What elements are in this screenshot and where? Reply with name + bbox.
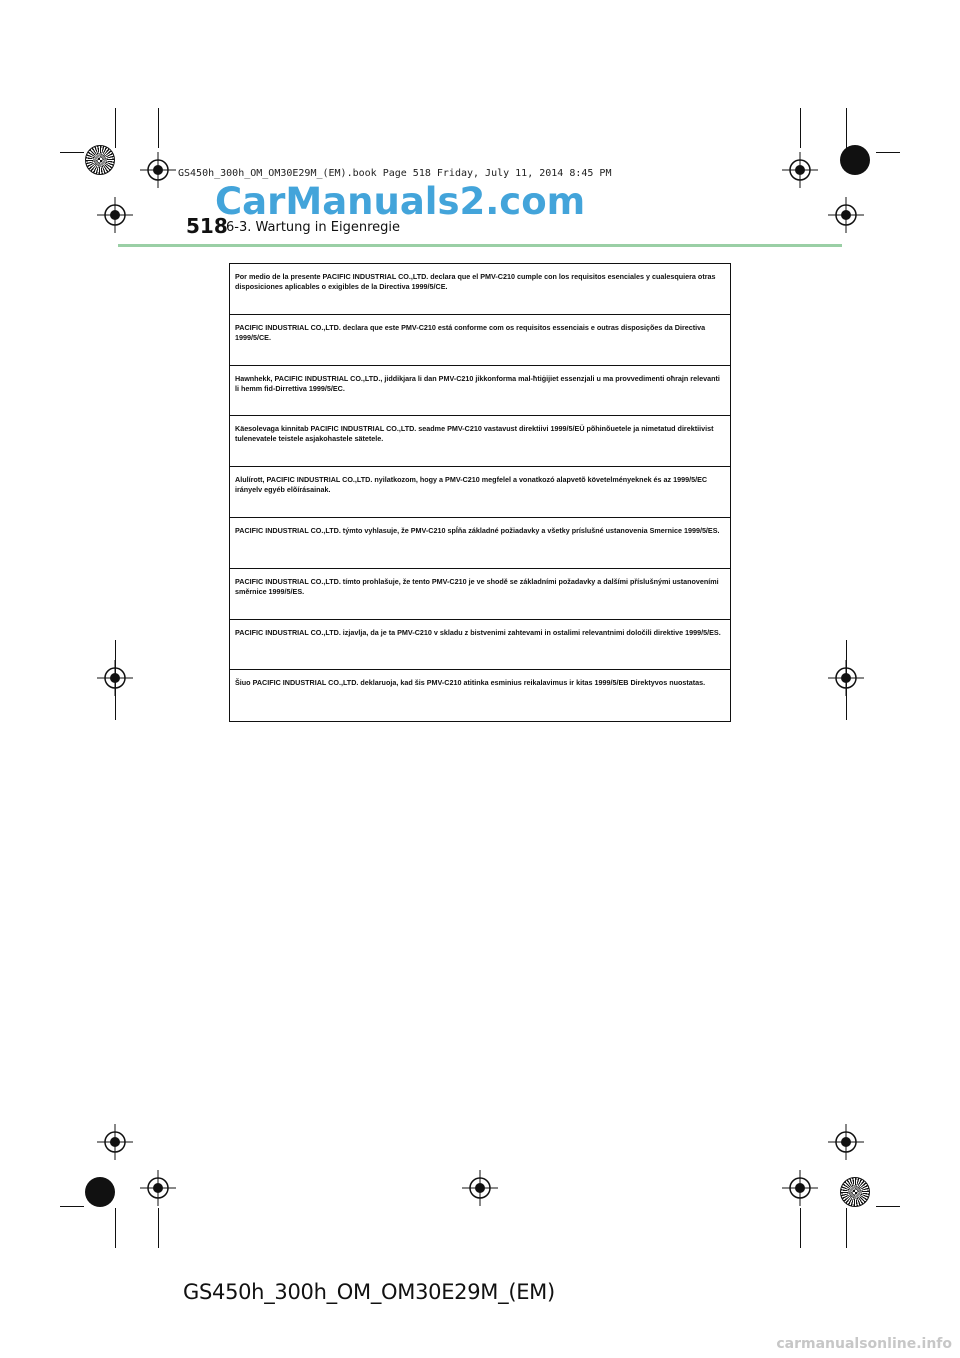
- crosshair-registration-icon: [828, 197, 864, 233]
- page-number: 518: [186, 214, 228, 238]
- declaration-table: [229, 263, 731, 722]
- declaration-row-sk: PACIFIC INDUSTRIAL CO.,LTD. týmto vyhlasuje, že PMV-C210 spĺňa základné požiadavky a všetky príslušné ustanovenia Smernice 1999/5/ES.: [230, 518, 730, 569]
- declaration-row-cs: PACIFIC INDUSTRIAL CO.,LTD. tímto prohlašuje, že tento PMV-C210 je ve shodě se základními požadavky a dalšími příslušnými ustanoveními směrnice 1999/5/ES.: [230, 569, 730, 620]
- trim-line: [115, 1208, 116, 1248]
- trim-line: [115, 640, 116, 720]
- trim-line: [60, 152, 84, 153]
- starburst-disc-icon: [840, 1177, 870, 1207]
- solid-disc-icon: [85, 1177, 115, 1207]
- crosshair-registration-icon: [97, 1124, 133, 1160]
- declaration-row-et: Käesolevaga kinnitab PACIFIC INDUSTRIAL CO.,LTD. seadme PMV-C210 vastavust direktiivi 1999/5/EÜ põhinõuetele ja nimetatud direktiivist tulenevatele teistele asjakohastele sätetele.: [230, 416, 730, 467]
- declaration-row-sl: PACIFIC INDUSTRIAL CO.,LTD. izjavlja, da je ta PMV-C210 v skladu z bistvenimi zahtevami in ostalimi relevantnimi določili direktive 1999/5/ES.: [230, 620, 730, 671]
- trim-line: [846, 1208, 847, 1248]
- document-code: GS450h_300h_OM_OM30E29M_(EM): [183, 1280, 555, 1304]
- declaration-row-lt: Šiuo PACIFIC INDUSTRIAL CO.,LTD. deklaruoja, kad šis PMV-C210 atitinka esminius reikalavimus ir kitas 1999/5/EB Direktyvos nuostatas.: [235, 678, 706, 688]
- crosshair-registration-icon: [140, 1170, 176, 1206]
- crosshair-registration-icon: [462, 1170, 498, 1206]
- book-info-line: GS450h_300h_OM_OM30E29M_(EM).book Page 518 Friday, July 11, 2014 8:45 PM: [178, 168, 612, 179]
- trim-line: [800, 108, 801, 148]
- trim-line: [60, 1206, 84, 1207]
- trim-line: [115, 108, 116, 148]
- trim-line: [800, 1208, 801, 1248]
- watermark-logo: CarManuals2.com: [215, 180, 586, 223]
- section-title: 6-3. Wartung in Eigenregie: [226, 220, 401, 235]
- solid-disc-icon: [840, 145, 870, 175]
- trim-line: [158, 1208, 159, 1248]
- trim-line: [846, 108, 847, 148]
- declaration-row-es: Por medio de la presente PACIFIC INDUSTRIAL CO.,LTD. declara que el PMV-C210 cumple con los requisitos esenciales y cualesquiera otras disposiciones aplicables o exigibles de la Directiva 1999/5/CE.: [230, 264, 730, 315]
- declaration-row-pt: PACIFIC INDUSTRIAL CO.,LTD. declara que este PMV-C210 está conforme com os requisitos essenciais e outras disposições da Directiva 1999/5/CE.: [230, 315, 730, 366]
- header-rule: [118, 244, 842, 247]
- trim-line: [846, 640, 847, 720]
- trim-line: [876, 1206, 900, 1207]
- crosshair-registration-icon: [97, 197, 133, 233]
- crosshair-registration-icon: [828, 1124, 864, 1160]
- crosshair-registration-icon: [140, 152, 176, 188]
- site-credit: carmanualsonline.info: [776, 1336, 952, 1352]
- declaration-row-hu: Alulírott, PACIFIC INDUSTRIAL CO.,LTD. nyilatkozom, hogy a PMV-C210 megfelel a vonatkozó alapvetõ követelményeknek és az 1999/5/EC irányelv egyéb elõírásainak.: [230, 467, 730, 518]
- crosshair-registration-icon: [782, 1170, 818, 1206]
- declaration-row-mt: Hawnhekk, PACIFIC INDUSTRIAL CO.,LTD., jiddikjara li dan PMV-C210 jikkonforma mal-ħtiġijiet essenzjali u ma provvedimenti oħrajn relevanti li hemm fid-Dirrettiva 1999/5/EC.: [230, 366, 730, 417]
- crosshair-registration-icon: [782, 152, 818, 188]
- starburst-disc-icon: [85, 145, 115, 175]
- trim-line: [876, 152, 900, 153]
- trim-line: [158, 108, 159, 148]
